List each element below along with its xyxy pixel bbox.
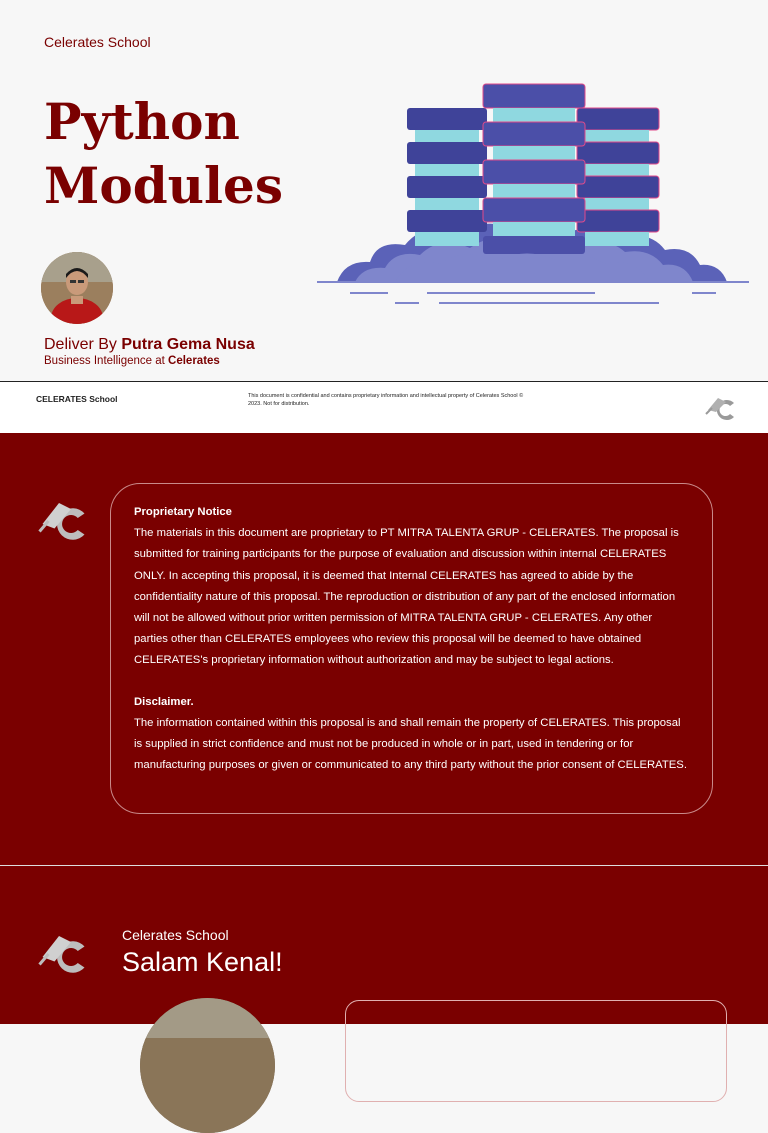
notice-heading: Proprietary Notice [134, 506, 232, 518]
presenter-role [44, 355, 220, 367]
celerates-logo-icon [38, 491, 92, 550]
school-name: Celerates School [44, 34, 151, 50]
cover-footer [0, 381, 768, 434]
celerates-logo-icon [38, 924, 92, 983]
proprietary-notice-box [110, 483, 713, 814]
disclaimer-body: The information contained within this proposal is and shall remain the property of CELERATES. This proposal is supplied in strict confidence and must not be produced in whole or in part, used in tendering or for manufacturing purposes or given or communicated to any third party without the prior consent of CELERATES. [134, 716, 687, 772]
company-name: Celerates [168, 355, 220, 367]
role-prefix: Business Intelligence at [44, 355, 169, 367]
footer-school: CELERATES School [36, 394, 118, 404]
intro-title: Salam Kenal! [122, 947, 283, 977]
server-stack-right [577, 108, 659, 246]
server-stack-left [407, 108, 487, 246]
deliver-prefix: Deliver By [44, 336, 122, 353]
celerates-logo-icon [704, 388, 740, 429]
server-stack-center [483, 84, 585, 254]
server-illustration [315, 80, 755, 315]
intro-slide [0, 866, 768, 1024]
footer-notice: This document is confidential and contains proprietary information and intellectual property of Celerates School © 2023. Not for distribution. [248, 393, 524, 407]
cover-slide [0, 0, 768, 381]
notice-body: The materials in this document are proprietary to PT MITRA TALENTA GRUP - CELERATES. The proposal is submitted for training participants for the purpose of evaluation and discussion within internal CELERATES ONLY. In accepting this proposal, it is deemed that Internal CELERATES has agreed to abide by the confidentiality nature of this proposal. The reproduction or distribution of any part of the enclosed information will not be allowed without prior written permission of MITRA TALENTA GRUP - CELERATES. Any other parties other than CELERATES employees who review this proposal will be deemed to have obtained CELERATES's proprietary information without authorization and may be subject to legal actions. [134, 527, 679, 667]
deliver-by [44, 336, 255, 354]
intro-card [345, 1000, 727, 1102]
intro-school: Celerates School [122, 927, 229, 943]
disclaimer-heading: Disclaimer. [134, 695, 194, 708]
notice-slide [0, 433, 768, 866]
presenter-name: Putra Gema Nusa [121, 336, 255, 353]
presenter-avatar [41, 252, 113, 324]
title-line-1: Python [44, 92, 240, 151]
presenter-avatar-large [140, 998, 275, 1133]
title-line-2: Modules [44, 156, 283, 215]
page-title [44, 90, 283, 218]
